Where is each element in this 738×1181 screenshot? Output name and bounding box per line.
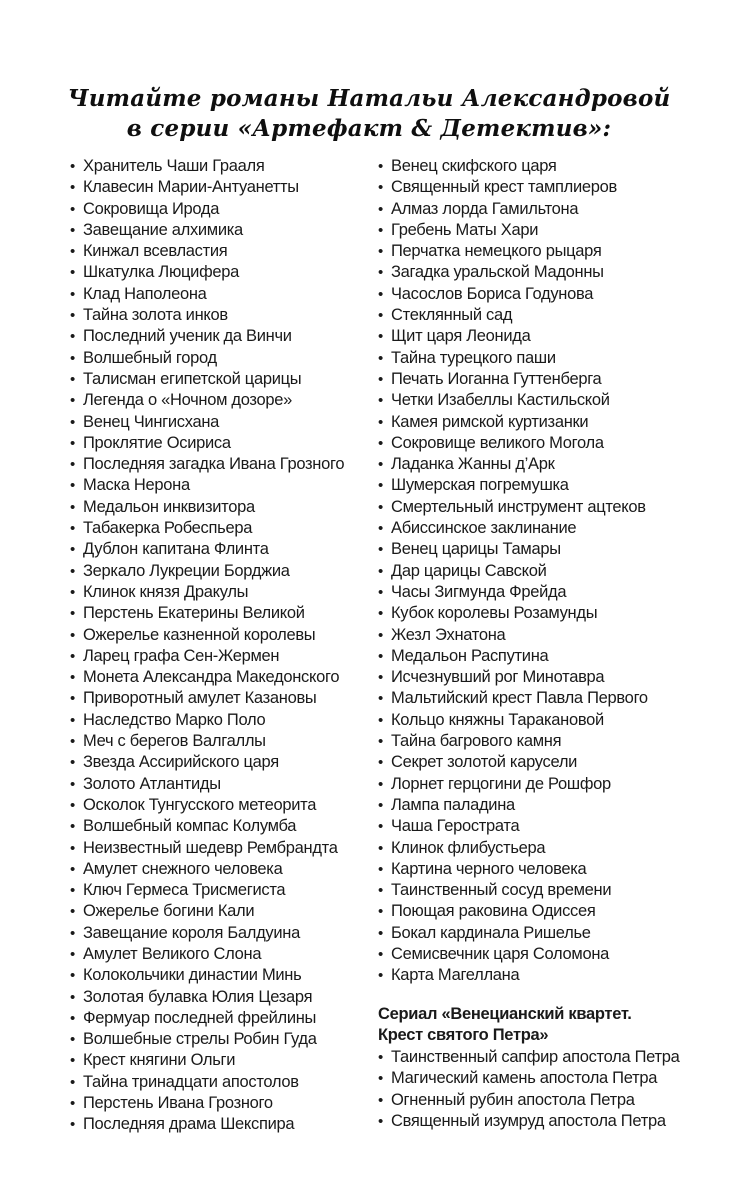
book-list-item <box>70 625 378 646</box>
bullet-icon: • <box>70 605 75 623</box>
bullet-icon: • <box>70 818 75 836</box>
book-title: Амулет снежного человека <box>83 859 283 878</box>
book-title: Тайна багрового камня <box>391 732 562 751</box>
bullet-icon: • <box>378 1113 383 1131</box>
bullet-icon: • <box>70 392 75 410</box>
book-list-item <box>378 326 708 347</box>
bullet-icon: • <box>70 967 75 985</box>
bullet-icon: • <box>70 626 75 644</box>
book-title: Тайна турецкого паши <box>391 348 556 367</box>
book-title: Звезда Ассирийского царя <box>83 753 279 772</box>
bullet-icon: • <box>70 349 75 367</box>
bullet-icon: • <box>378 541 383 559</box>
bullet-icon: • <box>378 456 383 474</box>
bullet-icon: • <box>70 520 75 538</box>
book-list-item <box>378 348 708 369</box>
book-title: Завещание короля Балдуина <box>83 923 300 942</box>
bullet-icon: • <box>70 796 75 814</box>
book-title: Ожерелье казненной королевы <box>83 625 316 644</box>
book-title: Медальон Распутина <box>391 646 549 665</box>
bullet-icon: • <box>70 498 75 516</box>
book-list-item <box>70 688 378 709</box>
bullet-icon: • <box>378 158 383 175</box>
book-title: Клад Наполеона <box>83 284 207 303</box>
book-title: Шкатулка Люцифера <box>83 263 239 282</box>
book-list-item <box>378 944 708 965</box>
bullet-icon: • <box>378 711 383 729</box>
book-list-item <box>378 305 708 326</box>
bullet-icon: • <box>70 1052 75 1070</box>
book-list-item <box>70 369 378 390</box>
bullet-icon: • <box>70 882 75 900</box>
book-title: Загадка уральской Мадонны <box>391 263 604 282</box>
bullet-icon: • <box>70 669 75 687</box>
book-title: Наследство Марко Поло <box>83 710 266 729</box>
book-title: Кинжал всевластия <box>83 242 228 261</box>
bullet-icon: • <box>70 541 75 559</box>
book-title: Крест княгини Ольги <box>83 1051 236 1070</box>
page-title <box>0 84 738 144</box>
bullet-icon: • <box>70 754 75 772</box>
book-title: Часы Зигмунда Фрейда <box>391 582 567 601</box>
bullet-icon: • <box>70 285 75 303</box>
book-title: Кольцо княжны Таракановой <box>391 710 604 729</box>
bullet-icon: • <box>70 179 75 197</box>
bullet-icon: • <box>378 690 383 708</box>
bullet-icon: • <box>378 754 383 772</box>
book-list-item <box>378 859 708 880</box>
book-title: Священный изумруд апостола Петра <box>391 1112 666 1131</box>
book-list-item <box>70 795 378 816</box>
bullet-icon: • <box>70 1116 75 1134</box>
book-list-item <box>378 625 708 646</box>
bullet-icon: • <box>70 1031 75 1049</box>
book-title: Часослов Бориса Годунова <box>391 284 594 303</box>
bullet-icon: • <box>378 860 383 878</box>
bullet-icon: • <box>378 669 383 687</box>
book-list-item <box>378 1090 708 1111</box>
bullet-icon: • <box>378 200 383 218</box>
bullet-icon: • <box>378 583 383 601</box>
book-title: Золотая булавка Юлия Цезаря <box>83 987 313 1006</box>
book-title: Амулет Великого Слона <box>83 944 262 963</box>
book-title: Перстень Екатерины Великой <box>83 604 305 623</box>
book-list-item <box>70 156 378 177</box>
bullet-icon: • <box>70 328 75 346</box>
bullet-icon: • <box>70 860 75 878</box>
book-title: Ключ Гермеса Трисмегиста <box>83 881 286 900</box>
book-list-item <box>70 965 378 986</box>
bullet-icon: • <box>70 690 75 708</box>
bullet-icon: • <box>70 264 75 282</box>
book-title: Клавесин Марии-Антуанетты <box>83 178 299 197</box>
book-list-item <box>70 1050 378 1071</box>
book-title: Перстень Ивана Грозного <box>83 1094 273 1113</box>
bullet-icon: • <box>70 562 75 580</box>
book-title: Исчезнувший рог Минотавра <box>391 668 605 687</box>
book-title: Колокольчики династии Минь <box>83 966 302 985</box>
bullet-icon: • <box>70 158 75 175</box>
book-list-item <box>70 348 378 369</box>
book-title: Медальон инквизитора <box>83 497 255 516</box>
bullet-icon: • <box>70 307 75 325</box>
bullet-icon: • <box>378 903 383 921</box>
book-list-item <box>70 667 378 688</box>
book-title: Шумерская погремушка <box>391 476 569 495</box>
book-list-item <box>70 731 378 752</box>
bullet-icon: • <box>378 796 383 814</box>
book-list-item <box>378 1068 708 1089</box>
book-title: Приворотный амулет Казановы <box>83 689 317 708</box>
book-list-item <box>70 1072 378 1093</box>
book-title: Секрет золотой карусели <box>391 753 578 772</box>
book-title: Волшебные стрелы Робин Гуда <box>83 1030 317 1049</box>
bullet-icon: • <box>378 307 383 325</box>
book-list-item <box>378 220 708 241</box>
book-list-item <box>70 901 378 922</box>
bullet-icon: • <box>378 285 383 303</box>
serial-section <box>378 1004 708 1133</box>
book-list-item <box>378 518 708 539</box>
serial-heading-line-1: Сериал «Венецианский квартет. <box>378 1004 632 1023</box>
bullet-icon: • <box>70 221 75 239</box>
book-title: Лорнет герцогини де Рошфор <box>391 774 611 793</box>
book-list-item <box>378 688 708 709</box>
book-list-item <box>70 454 378 475</box>
book-title: Венец царицы Тамары <box>391 540 561 559</box>
book-title: Проклятие Осириса <box>83 433 231 452</box>
book-title: Поющая раковина Одиссея <box>391 902 596 921</box>
book-list-item <box>378 177 708 198</box>
bullet-icon: • <box>378 967 383 985</box>
book-list-item <box>378 156 708 177</box>
bullet-icon: • <box>378 520 383 538</box>
bullet-icon: • <box>378 498 383 516</box>
book-list-item <box>378 561 708 582</box>
book-title: Тайна золота инков <box>83 306 228 325</box>
bullet-icon: • <box>70 1073 75 1091</box>
book-list-item <box>70 1114 378 1135</box>
book-list-item <box>70 390 378 411</box>
book-list-item <box>70 539 378 560</box>
book-list-item <box>70 177 378 198</box>
bullet-icon: • <box>70 924 75 942</box>
bullet-icon: • <box>378 328 383 346</box>
book-list-item <box>378 752 708 773</box>
book-title: Дублон капитана Флинта <box>83 540 269 559</box>
book-title: Ладанка Жанны д’Арк <box>391 455 555 474</box>
book-title: Клинок флибустьера <box>391 838 546 857</box>
book-title: Ларец графа Сен-Жермен <box>83 646 280 665</box>
book-list-right <box>378 156 708 987</box>
book-list-item <box>70 859 378 880</box>
book-list-item <box>70 603 378 624</box>
bullet-icon: • <box>378 221 383 239</box>
book-list-item <box>378 539 708 560</box>
book-list-item <box>378 582 708 603</box>
book-title: Магический камень апостола Петра <box>391 1069 658 1088</box>
bullet-icon: • <box>70 200 75 218</box>
bullet-icon: • <box>378 179 383 197</box>
book-list-item <box>70 199 378 220</box>
bullet-icon: • <box>378 1091 383 1109</box>
book-title: Волшебный компас Колумба <box>83 817 297 836</box>
book-title: Камея римской куртизанки <box>391 412 589 431</box>
book-title: Таинственный сапфир апостола Петра <box>391 1048 680 1067</box>
book-list-item <box>378 901 708 922</box>
book-list-item <box>378 262 708 283</box>
book-list-item <box>378 965 708 986</box>
bullet-icon: • <box>378 349 383 367</box>
bullet-icon: • <box>70 477 75 495</box>
book-list-item <box>70 838 378 859</box>
book-title: Перчатка немецкого рыцаря <box>391 242 602 261</box>
book-list-item <box>70 475 378 496</box>
bullet-icon: • <box>70 839 75 857</box>
book-list-item <box>70 326 378 347</box>
book-list-item <box>378 475 708 496</box>
book-title: Венец Чингисхана <box>83 412 220 431</box>
book-title: Стеклянный сад <box>391 306 513 325</box>
book-title: Тайна тринадцати апостолов <box>83 1072 299 1091</box>
title-line-2: в серии «Артефакт & Детектив»: <box>126 115 612 142</box>
serial-book-list <box>378 1047 708 1132</box>
bullet-icon: • <box>378 882 383 900</box>
bullet-icon: • <box>378 392 383 410</box>
book-title: Зеркало Лукреции Борджиа <box>83 561 290 580</box>
bullet-icon: • <box>378 562 383 580</box>
book-list-item <box>378 412 708 433</box>
bullet-icon: • <box>378 434 383 452</box>
book-list-item <box>70 582 378 603</box>
book-title: Мальтийский крест Павла Первого <box>391 689 648 708</box>
book-list-item <box>378 795 708 816</box>
book-list-item <box>70 433 378 454</box>
bullet-icon: • <box>378 370 383 388</box>
book-list-item <box>70 923 378 944</box>
book-title: Кубок королевы Розамунды <box>391 604 598 623</box>
bullet-icon: • <box>70 647 75 665</box>
bullet-icon: • <box>70 1009 75 1027</box>
book-list-item <box>70 944 378 965</box>
book-list-item <box>70 1029 378 1050</box>
book-list-item <box>70 774 378 795</box>
book-list-item <box>378 284 708 305</box>
bullet-icon: • <box>70 945 75 963</box>
book-list-item <box>378 1047 708 1068</box>
book-title: Жезл Эхнатона <box>391 625 506 644</box>
book-list-item <box>70 284 378 305</box>
bullet-icon: • <box>70 775 75 793</box>
bullet-icon: • <box>378 945 383 963</box>
bullet-icon: • <box>378 924 383 942</box>
bullet-icon: • <box>70 733 75 751</box>
book-title: Золото Атлантиды <box>83 774 221 793</box>
book-title: Хранитель Чаши Грааля <box>83 157 265 175</box>
bullet-icon: • <box>378 626 383 644</box>
book-list-item <box>70 220 378 241</box>
book-title: Бокал кардинала Ришелье <box>391 923 591 942</box>
bullet-icon: • <box>70 988 75 1006</box>
book-list-item <box>70 497 378 518</box>
book-title: Гребень Маты Хари <box>391 220 539 239</box>
book-list-item <box>378 603 708 624</box>
book-title: Картина черного человека <box>391 859 587 878</box>
book-title: Осколок Тунгусского метеорита <box>83 795 317 814</box>
book-list-item <box>378 838 708 859</box>
book-title: Чаша Герострата <box>391 817 520 836</box>
book-list-left <box>70 156 378 1136</box>
bullet-icon: • <box>70 711 75 729</box>
bullet-icon: • <box>70 413 75 431</box>
bullet-icon: • <box>378 243 383 261</box>
title-line-1: Читайте романы Натальи Александровой <box>67 85 671 112</box>
book-list-item <box>70 518 378 539</box>
book-list-item <box>378 816 708 837</box>
book-list-item <box>378 646 708 667</box>
book-list-item <box>70 241 378 262</box>
bullet-icon: • <box>378 264 383 282</box>
bullet-icon: • <box>378 647 383 665</box>
bullet-icon: • <box>378 733 383 751</box>
book-list-item <box>378 454 708 475</box>
book-list-item <box>378 241 708 262</box>
book-list-columns <box>0 156 738 1136</box>
book-title: Лампа паладина <box>391 795 515 814</box>
bullet-icon: • <box>70 370 75 388</box>
book-title: Таинственный сосуд времени <box>391 881 612 900</box>
bullet-icon: • <box>378 413 383 431</box>
book-list-column-right <box>378 156 708 1136</box>
book-title: Алмаз лорда Гамильтона <box>391 199 579 218</box>
book-title: Неизвестный шедевр Рембрандта <box>83 838 338 857</box>
book-list-item <box>378 390 708 411</box>
bullet-icon: • <box>378 839 383 857</box>
book-list-item <box>378 710 708 731</box>
book-title: Последний ученик да Винчи <box>83 327 292 346</box>
book-list-item <box>378 774 708 795</box>
book-list-item <box>70 1008 378 1029</box>
book-title: Табакерка Робеспьера <box>83 519 253 538</box>
book-list-item <box>70 710 378 731</box>
book-list-item <box>378 199 708 220</box>
book-title: Семисвечник царя Соломона <box>391 944 610 963</box>
book-list-item <box>378 880 708 901</box>
bullet-icon: • <box>70 583 75 601</box>
book-title: Сокровища Ирода <box>83 199 220 218</box>
book-list-item <box>70 561 378 582</box>
book-title: Сокровище великого Могола <box>391 433 604 452</box>
book-list-item <box>378 369 708 390</box>
book-list-item <box>70 816 378 837</box>
book-list-item <box>378 667 708 688</box>
book-title: Последняя загадка Ивана Грозного <box>83 455 345 474</box>
book-list-item <box>70 1093 378 1114</box>
book-list-item <box>378 731 708 752</box>
book-title: Венец скифского царя <box>391 157 557 175</box>
bullet-icon: • <box>70 434 75 452</box>
book-title: Талисман египетской царицы <box>83 369 302 388</box>
book-title: Последняя драма Шекспира <box>83 1115 295 1134</box>
book-list-item <box>70 262 378 283</box>
book-title: Маска Нерона <box>83 476 190 495</box>
serial-heading <box>378 1004 708 1047</box>
bullet-icon: • <box>378 477 383 495</box>
book-title: Фермуар последней фрейлины <box>83 1008 317 1027</box>
book-title: Огненный рубин апостола Петра <box>391 1090 635 1109</box>
bullet-icon: • <box>378 605 383 623</box>
book-list-item <box>70 646 378 667</box>
book-title: Четки Изабеллы Кастильской <box>391 391 610 410</box>
bullet-icon: • <box>70 456 75 474</box>
book-list-item <box>70 752 378 773</box>
book-list-item <box>378 1111 708 1132</box>
book-list-item <box>378 923 708 944</box>
book-title: Легенда о «Ночном дозоре» <box>83 391 293 410</box>
book-list-item <box>378 497 708 518</box>
book-list-item <box>70 412 378 433</box>
book-title: Монета Александра Македонского <box>83 668 340 687</box>
bullet-icon: • <box>378 1070 383 1088</box>
bullet-icon: • <box>378 818 383 836</box>
bullet-icon: • <box>70 243 75 261</box>
book-title: Абиссинское заклинание <box>391 519 577 538</box>
bullet-icon: • <box>378 1049 383 1067</box>
book-title: Волшебный город <box>83 348 217 367</box>
book-title: Печать Иоганна Гуттенберга <box>391 369 602 388</box>
book-title: Священный крест тамплиеров <box>391 178 618 197</box>
book-title: Смертельный инструмент ацтеков <box>391 497 646 516</box>
book-title: Завещание алхимика <box>83 220 243 239</box>
book-title: Меч с берегов Валгаллы <box>83 732 266 751</box>
serial-heading-line-2: Крест святого Петра» <box>378 1025 549 1044</box>
book-list-column-left <box>70 156 378 1136</box>
book-title: Клинок князя Дракулы <box>83 582 249 601</box>
book-title: Дар царицы Савской <box>391 561 547 580</box>
bullet-icon: • <box>70 1095 75 1113</box>
book-list-item <box>70 880 378 901</box>
book-list-item <box>378 433 708 454</box>
book-title: Карта Магеллана <box>391 966 520 985</box>
book-title: Щит царя Леонида <box>391 327 531 346</box>
book-list-item <box>70 305 378 326</box>
book-title: Ожерелье богини Кали <box>83 902 255 921</box>
book-list-item <box>70 987 378 1008</box>
bullet-icon: • <box>378 775 383 793</box>
bullet-icon: • <box>70 903 75 921</box>
